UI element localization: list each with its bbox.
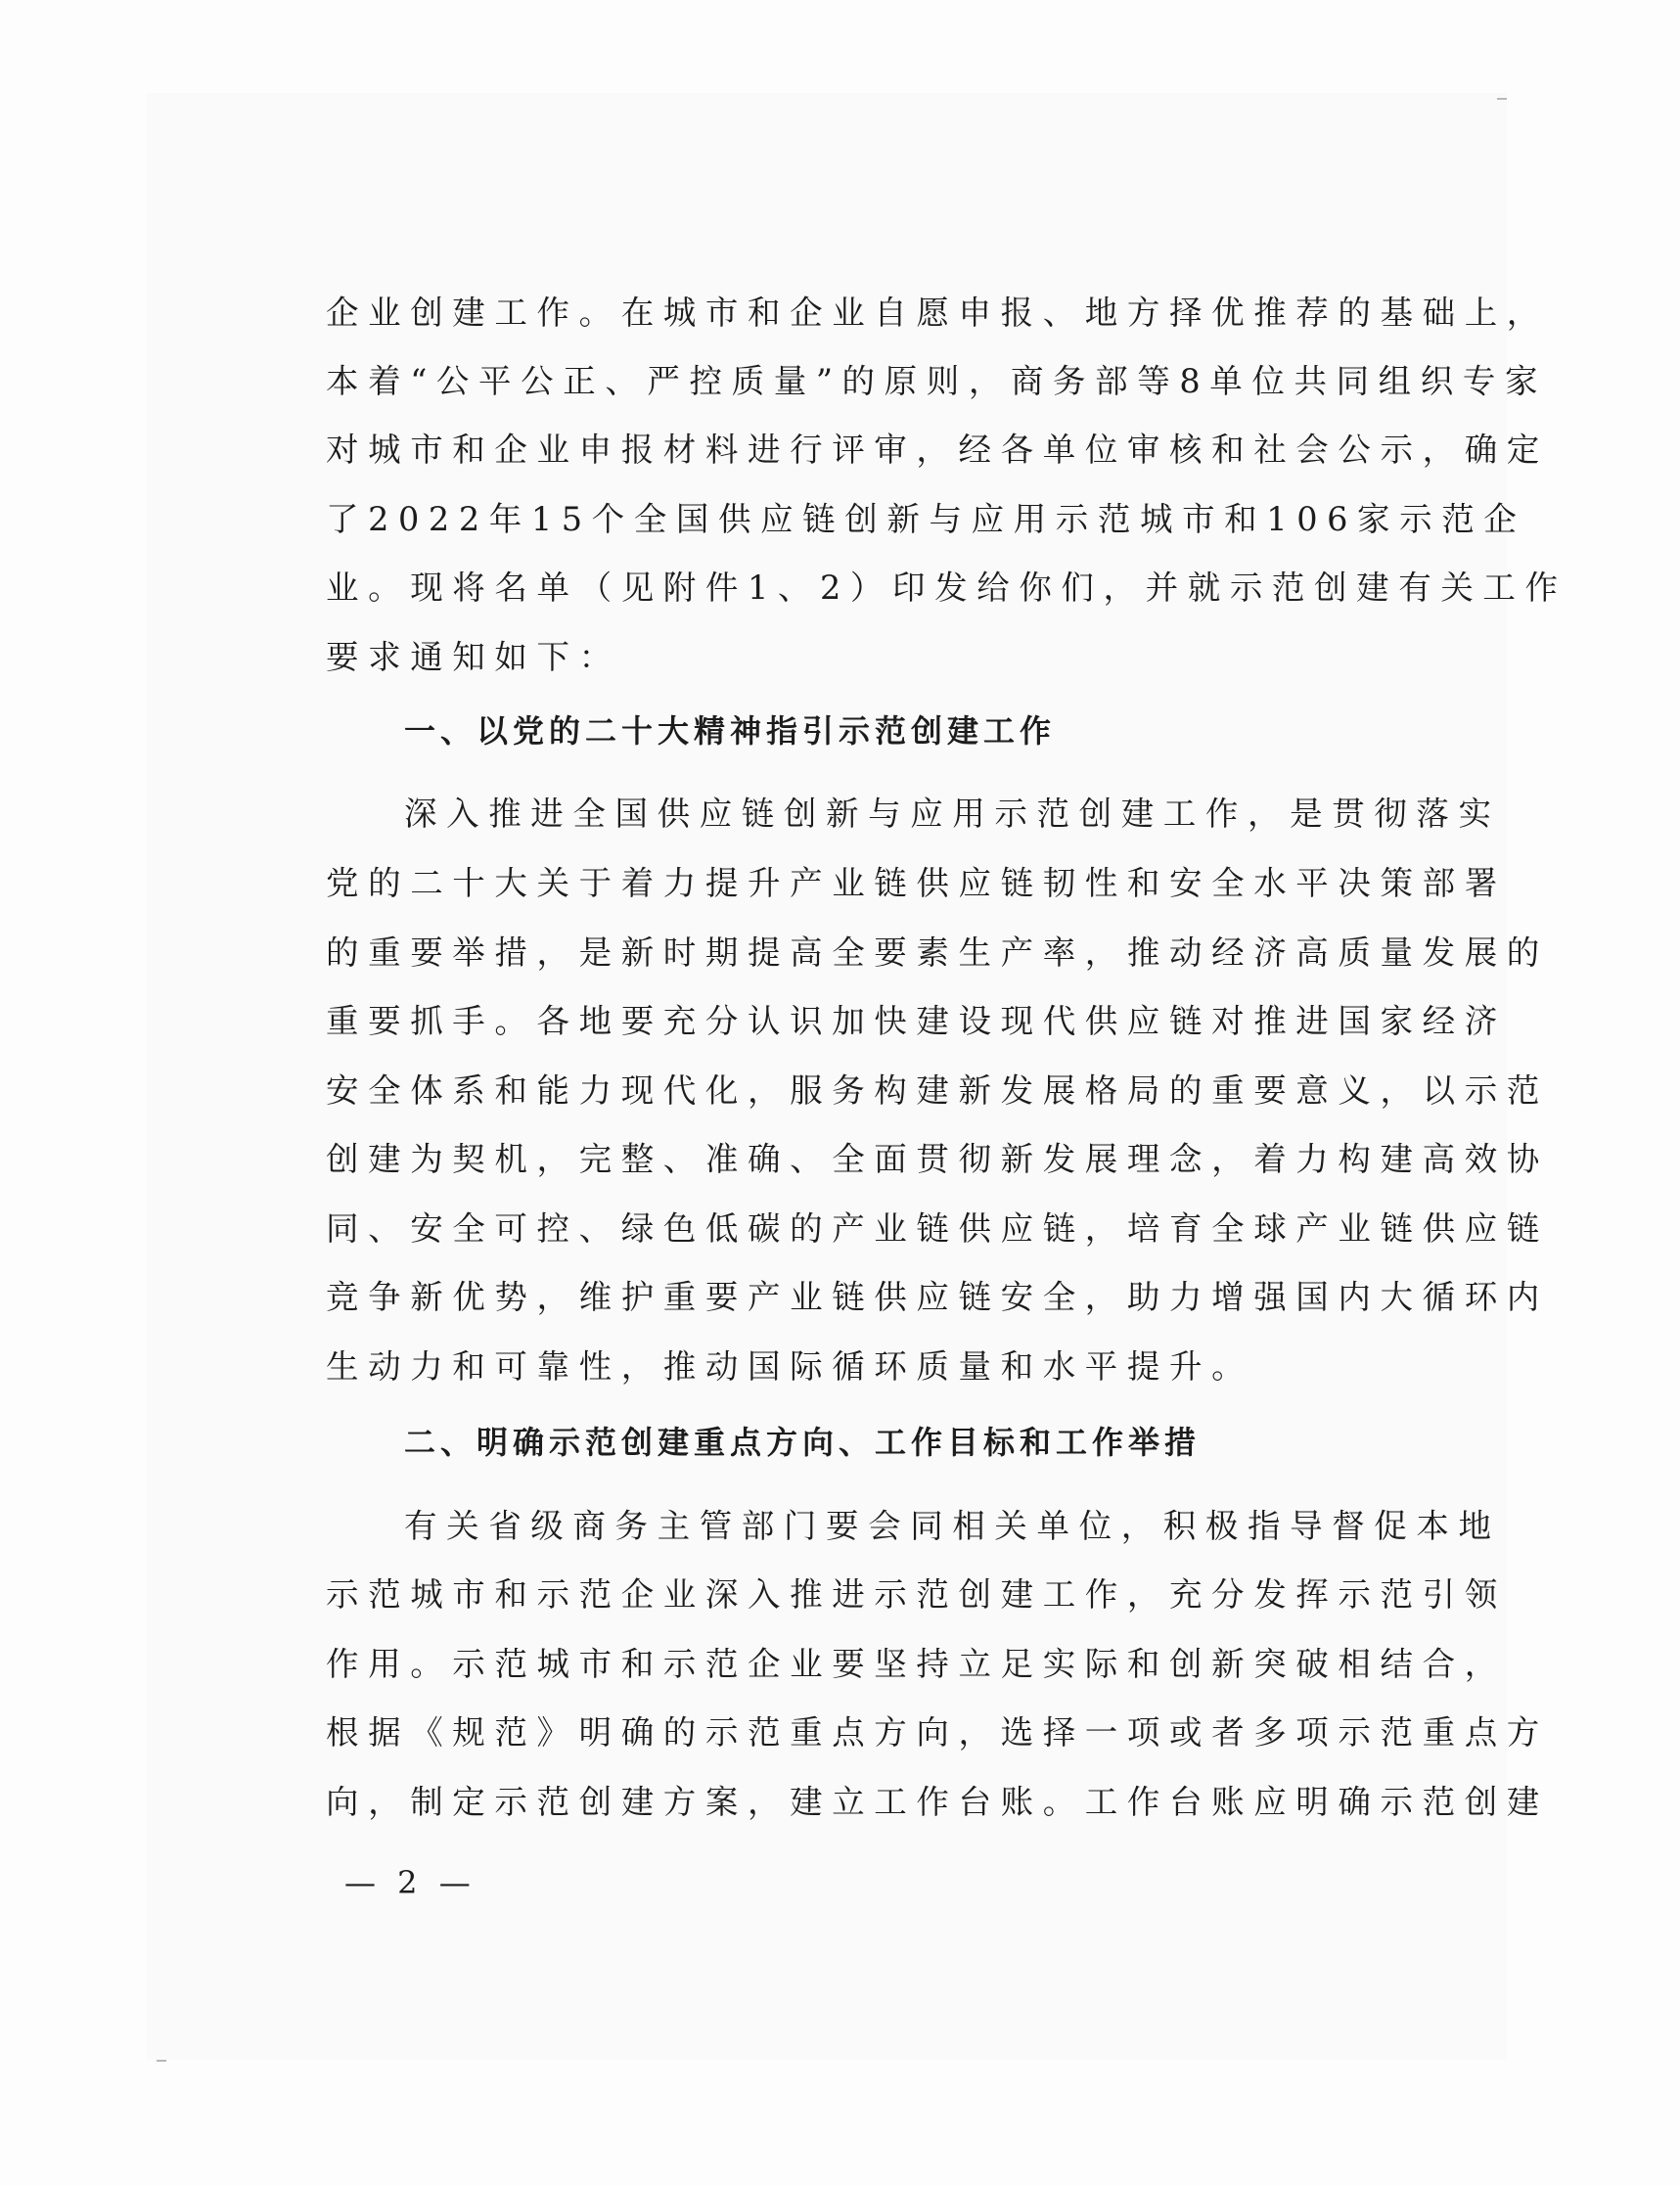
paragraph-line: 企业创建工作。在城市和企业自愿申报、地方择优推荐的基础上， <box>326 294 1549 332</box>
scan-corner-mark <box>157 2060 166 2062</box>
paragraph-line: 根据《规范》明确的示范重点方向，选择一项或者多项示范重点方 <box>326 1713 1549 1752</box>
paragraph-line: 对城市和企业申报材料进行评审，经各单位审核和社会公示，确定 <box>326 431 1549 469</box>
paragraph-line: 示范城市和示范企业深入推进示范创建工作，充分发挥示范引领 <box>326 1575 1507 1614</box>
paragraph-line: 党的二十大关于着力提升产业链供应链韧性和安全水平决策部署 <box>326 864 1507 902</box>
section-heading: 二、明确示范创建重点方向、工作目标和工作举措 <box>404 1424 1202 1461</box>
paragraph-line: 深入推进全国供应链创新与应用示范创建工作，是贯彻落实 <box>404 795 1501 833</box>
paragraph-line: 本着“公平公正、严控质量”的原则，商务部等8单位共同组织专家 <box>326 362 1548 400</box>
paragraph-line: 向，制定示范创建方案，建立工作台账。工作台账应明确示范创建 <box>326 1783 1549 1821</box>
scan-corner-mark <box>1497 98 1507 100</box>
paragraph-line: 生动力和可靠性，推动国际循环质量和水平提升。 <box>326 1347 1254 1386</box>
paragraph-line: 安全体系和能力现代化，服务构建新发展格局的重要意义，以示范 <box>326 1071 1549 1110</box>
paragraph-line: 重要抓手。各地要充分认识加快建设现代供应链对推进国家经济 <box>326 1002 1507 1040</box>
paragraph-line: 要求通知如下： <box>326 638 621 676</box>
paragraph-line: 竞争新优势，维护重要产业链供应链安全，助力增强国内大循环内 <box>326 1278 1549 1316</box>
paragraph-line: 创建为契机，完整、准确、全面贯彻新发展理念，着力构建高效协 <box>326 1140 1549 1178</box>
paragraph-line: 的重要举措，是新时期提高全要素生产率，推动经济高质量发展的 <box>326 933 1549 972</box>
paragraph-line: 了2022年15个全国供应链创新与应用示范城市和106家示范企 <box>326 500 1526 538</box>
paragraph-line: 有关省级商务主管部门要会同相关单位，积极指导督促本地 <box>404 1507 1501 1545</box>
paragraph-line: 同、安全可控、绿色低碳的产业链供应链，培育全球产业链供应链 <box>326 1209 1549 1248</box>
paragraph-line: 业。现将名单（见附件1、2）印发给你们，并就示范创建有关工作 <box>326 569 1567 607</box>
section-heading: 一、以党的二十大精神指引示范创建工作 <box>404 712 1057 750</box>
page-number: — 2 — <box>344 1864 477 1901</box>
paragraph-line: 作用。示范城市和示范企业要坚持立足实际和创新突破相结合， <box>326 1645 1507 1683</box>
